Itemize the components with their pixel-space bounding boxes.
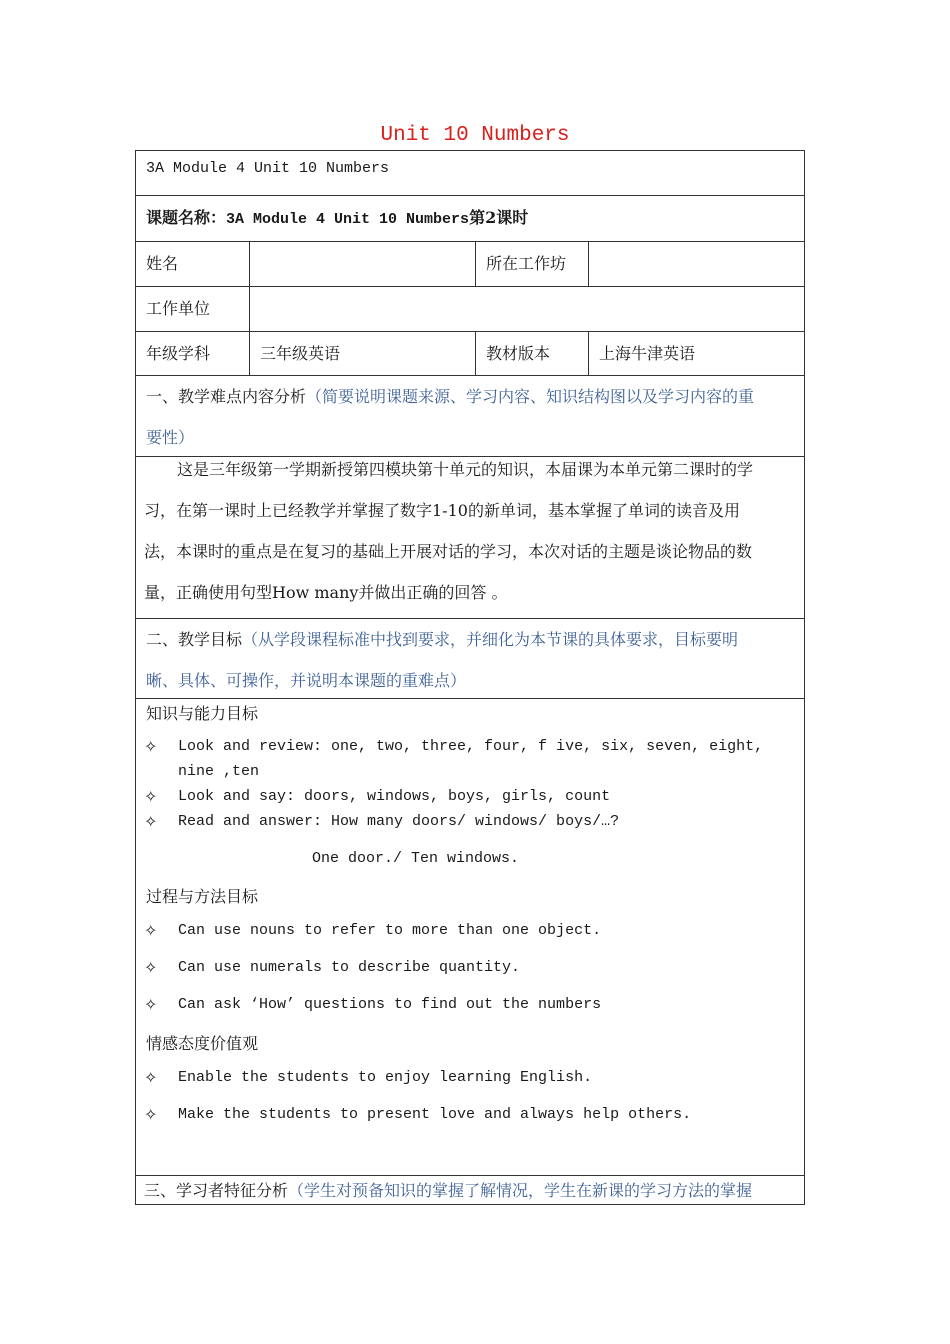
knowledge-item-3-answer: One door./ Ten windows. bbox=[312, 850, 520, 867]
workshop-label: 所在工作坊 bbox=[475, 242, 588, 286]
course-name-row bbox=[135, 196, 805, 242]
unit-label: 工作单位 bbox=[146, 299, 211, 318]
header-line: 3A Module 4 Unit 10 Numbers bbox=[146, 160, 390, 177]
unit-value[interactable] bbox=[249, 287, 804, 331]
name-label: 姓名 bbox=[146, 254, 179, 273]
section2-body-row bbox=[135, 699, 805, 1176]
knowledge-title: 知识与能力目标 bbox=[146, 704, 259, 723]
section1-title: 一、教学难点内容分析 bbox=[146, 387, 307, 406]
knowledge-item-2: Look and say: doors, windows, boys, girls, count bbox=[178, 788, 611, 805]
bullet-icon: ✧ bbox=[144, 958, 158, 977]
grade-value: 三年级英语 bbox=[249, 332, 475, 375]
section2-heading bbox=[146, 619, 798, 701]
section1-body bbox=[136, 449, 804, 613]
section3-heading-row bbox=[135, 1176, 805, 1205]
bullet-icon: ✧ bbox=[144, 812, 158, 831]
process-item-3: Can ask ‘How’ questions to find out the numbers bbox=[178, 996, 602, 1013]
process-title: 过程与方法目标 bbox=[146, 887, 259, 906]
bullet-icon: ✧ bbox=[144, 995, 158, 1014]
section2-hint-2: 晰、具体、可操作，并说明本课题的重难点） bbox=[146, 671, 467, 690]
lesson-plan-table bbox=[135, 150, 805, 1205]
process-item-2: Can use numerals to describe quantity. bbox=[178, 959, 521, 976]
grade-label: 年级学科 bbox=[146, 344, 211, 363]
emotion-title: 情感态度价值观 bbox=[146, 1034, 259, 1053]
body-line-2: 习，在第一课时上已经教学并掌握了数字1-10的新单词，基本掌握了单词的读音及用 bbox=[144, 501, 740, 520]
workshop-value[interactable] bbox=[588, 242, 804, 286]
bullet-icon: ✧ bbox=[144, 1068, 158, 1087]
unit-row bbox=[135, 287, 805, 332]
section2-title: 二、教学目标 bbox=[146, 630, 243, 649]
name-row bbox=[135, 242, 805, 287]
section1-hint-2: 要性） bbox=[146, 428, 195, 447]
section2-heading-row bbox=[135, 619, 805, 699]
section3-title: 三、学习者特征分析 bbox=[144, 1181, 289, 1200]
body-line-3: 法，本课时的重点是在复习的基础上开展对话的学习，本次对话的主题是谈论物品的数 bbox=[144, 542, 753, 561]
bullet-icon: ✧ bbox=[144, 1105, 158, 1124]
course-name-value: 3A Module 4 Unit 10 Numbers bbox=[226, 211, 470, 228]
body-line-1: 这是三年级第一学期新授第四模块第十单元的知识，本届课为本单元第二课时的学 bbox=[177, 460, 754, 479]
name-value[interactable] bbox=[249, 242, 475, 286]
body-line-4: 量，正确使用句型How many并做出正确的回答 。 bbox=[144, 583, 508, 602]
section3-hint: （学生对预备知识的掌握了解情况，学生在新课的学习方法的掌握 bbox=[288, 1181, 753, 1200]
edition-value: 上海牛津英语 bbox=[588, 332, 804, 375]
header-row bbox=[135, 150, 805, 196]
section1-heading-row bbox=[135, 376, 805, 457]
course-name bbox=[136, 196, 804, 241]
grade-row bbox=[135, 332, 805, 376]
knowledge-item-1: Look and review: one, two, three, four, f ive, six, seven, eight, bbox=[178, 738, 764, 755]
emotion-item-1: Enable the students to enjoy learning English. bbox=[178, 1069, 593, 1086]
emotion-item-2: Make the students to present love and always help others. bbox=[178, 1106, 692, 1123]
section1-heading bbox=[146, 376, 798, 458]
knowledge-item-3: Read and answer: How many doors/ windows/ boys/…? bbox=[178, 813, 620, 830]
section2-hint-1: （从学段课程标准中找到要求，并细化为本节课的具体要求，目标要明 bbox=[242, 630, 739, 649]
section1-hint-1: （简要说明课题来源、学习内容、知识结构图以及学习内容的重 bbox=[306, 387, 755, 406]
document-title: Unit 10 Numbers bbox=[380, 124, 570, 147]
bullet-icon: ✧ bbox=[144, 921, 158, 940]
edition-label: 教材版本 bbox=[475, 332, 588, 375]
bullet-icon: ✧ bbox=[144, 787, 158, 806]
knowledge-item-1-cont: nine ,ten bbox=[178, 763, 260, 780]
section1-body-row bbox=[135, 457, 805, 619]
course-name-label: 课题名称： bbox=[146, 208, 227, 227]
process-item-1: Can use nouns to refer to more than one object. bbox=[178, 922, 602, 939]
bullet-icon: ✧ bbox=[144, 737, 158, 756]
section3-heading bbox=[144, 1178, 798, 1201]
course-name-suffix: 第2课时 bbox=[469, 208, 529, 227]
